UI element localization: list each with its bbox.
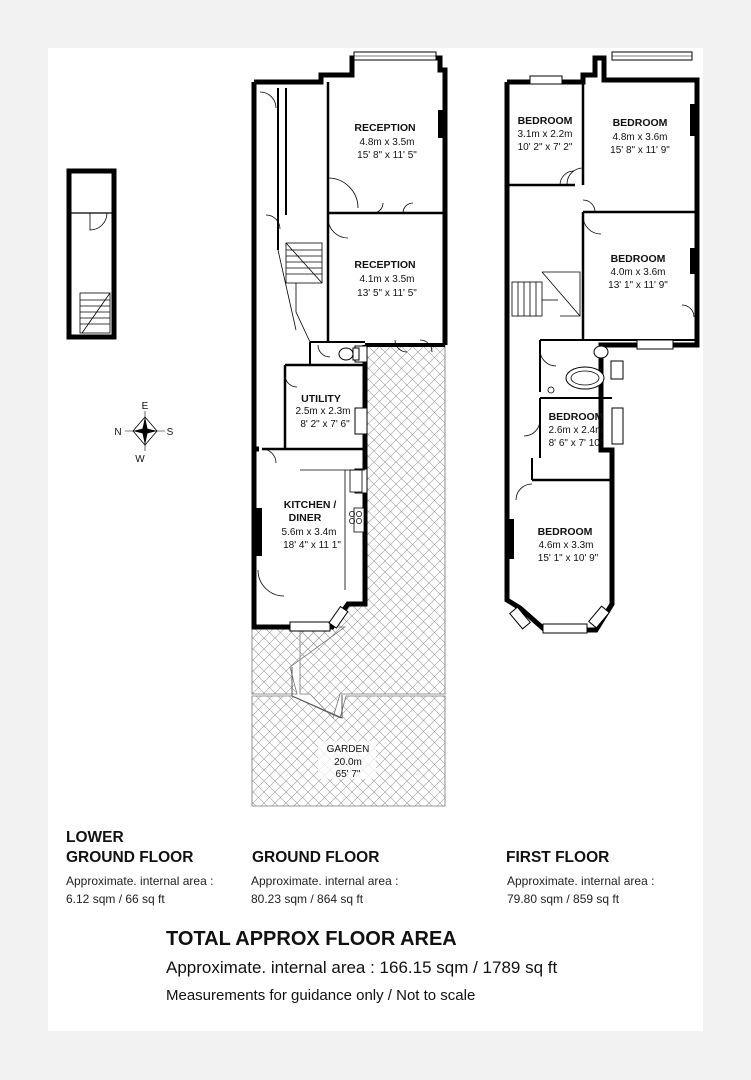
first-title: FIRST FLOOR [506,849,610,866]
room-imperial: 15' 8" x 11' 9" [610,145,670,156]
room-name: BEDROOM [517,115,573,127]
room-metric: 4.8m x 3.5m [359,137,415,148]
lower-title-line2: GROUND FLOOR [66,849,194,866]
compass-s-label: S [166,427,174,438]
room-metric: 4.1m x 3.5m [359,274,415,285]
room-name: RECEPTION [354,259,416,271]
lower-ground-floor-title [66,828,193,868]
ground-area-value: 80.23 sqm / 864 sq ft [251,892,364,906]
lower-title-line1: LOWER [66,829,124,846]
disclaimer-text: Measurements for guidance only / Not to scale [166,987,476,1004]
room-bedroom-mid [608,253,668,291]
room-name: UTILITY [301,393,341,405]
ground-title: GROUND FLOOR [252,849,380,866]
room-name: BEDROOM [537,526,593,538]
room-metric: 20.0m [334,757,362,768]
room-imperial: 65' 7" [335,769,361,780]
lower-area-label: Approximate. internal area : [66,874,214,888]
compass-rose [114,401,173,465]
room-name: BEDROOM [610,253,666,265]
first-area-label: Approximate. internal area : [507,874,655,888]
compass-e-label: E [141,401,149,412]
room-name: GARDEN [326,744,370,755]
total-area-value: Approximate. internal area : 166.15 sqm / 1789 sq ft [166,958,558,977]
room-reception-1 [354,122,417,161]
lower-area-value: 6.12 sqm / 66 sq ft [66,892,165,906]
room-imperial: 8' 6" x 7' 10" [548,438,604,449]
room-garden [318,741,376,780]
ground-floor-title [252,848,379,868]
room-bedroom-front [610,117,670,156]
floorplan-sheet [48,48,703,1031]
room-imperial: 13' 1" x 11' 9" [608,280,668,291]
room-name: BEDROOM [612,117,668,129]
room-reception-2 [354,259,417,299]
room-imperial: 15' 1" x 10' 9" [537,553,599,564]
room-bedroom-rear-small [548,411,603,449]
first-floor-area [507,872,654,908]
compass-n-label: N [114,427,122,438]
room-imperial: 13' 5" x 11' 5" [357,288,417,299]
compass-w-label: W [135,454,145,465]
room-imperial: 18' 4" x 11 1" [283,540,341,551]
room-bedroom-small [517,115,572,153]
room-imperial: 15' 8" x 11' 5" [357,150,417,161]
first-floor-title [506,848,609,868]
ground-floor-area [251,872,398,908]
first-area-value: 79.80 sqm / 859 sq ft [507,892,620,906]
room-name-line1: KITCHEN / [283,499,337,511]
room-imperial: 8' 2" x 7' 6" [300,419,350,430]
room-kitchen-diner [281,499,341,551]
total-area-title: TOTAL APPROX FLOOR AREA [166,928,457,950]
room-utility [295,393,350,430]
room-metric: 3.1m x 2.2m [517,129,573,140]
room-metric: 4.0m x 3.6m [610,267,666,278]
room-metric: 2.5m x 2.3m [295,406,351,417]
room-name-line2: DINER [288,512,322,524]
room-imperial: 10' 2" x 7' 2" [517,142,573,153]
room-metric: 4.8m x 3.6m [612,132,668,143]
lower-ground-floor-plan [69,171,114,337]
lower-ground-area [66,872,213,908]
ground-area-label: Approximate. internal area : [251,874,399,888]
room-metric: 2.6m x 2.4m [548,425,604,436]
room-metric: 4.6m x 3.3m [538,540,594,551]
room-metric: 5.6m x 3.4m [281,527,337,538]
room-name: RECEPTION [354,122,416,134]
room-bedroom-rear [538,526,599,564]
room-name: BEDROOM [548,411,604,423]
